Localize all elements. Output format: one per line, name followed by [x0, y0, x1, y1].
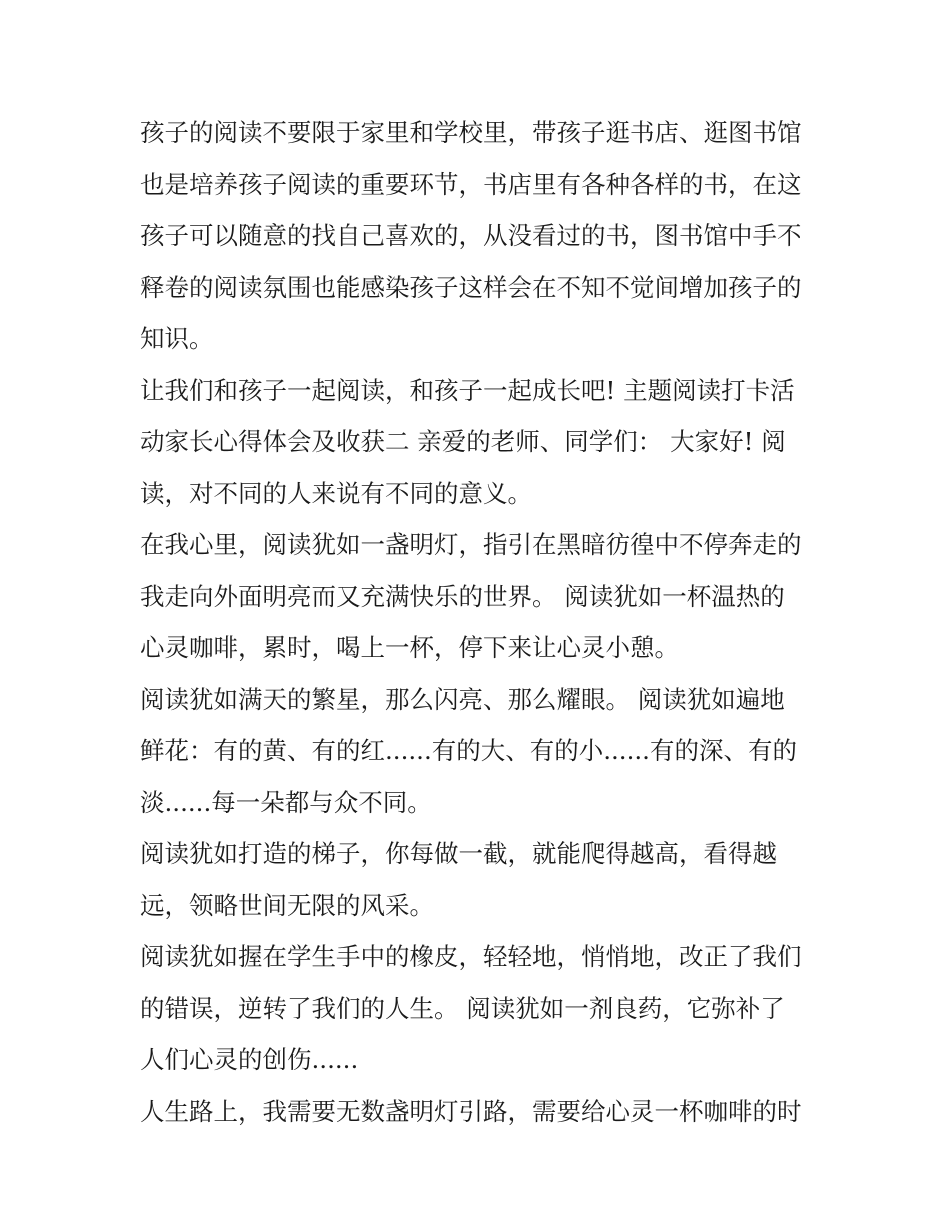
text-line: 人们心灵的创伤...... [140, 1045, 359, 1074]
text-line: 的错误，逆转了我们的人生。 阅读犹如一剂良药，它弥补了 [140, 993, 785, 1023]
text-line: 我走向外面明亮而又充满快乐的世界。 阅读犹如一杯温热的 [140, 581, 785, 611]
text-line: 也是培养孩子阅读的重要环节，书店里有各种各样的书，在这 [140, 169, 802, 199]
text-line: 知识。 [140, 324, 214, 353]
text-line: 阅读犹如握在学生手中的橡皮，轻轻地，悄悄地，改正了我们 [140, 942, 802, 971]
text-line: 阅读犹如打造的梯子，你每做一截，就能爬得越高，看得越 [140, 839, 777, 868]
text-line: 远，领略世间无限的风采。 [140, 890, 434, 920]
text-line: 淡......每一朵都与众不同。 [140, 787, 432, 817]
text-line: 鲜花：有的黄、有的红......有的大、有的小......有的深、有的 [140, 736, 797, 765]
document-body [140, 107, 815, 1137]
text-line: 心灵咖啡，累时，喝上一杯，停下来让心灵小憩。 [140, 633, 679, 662]
text-line: 读，对不同的人来说有不同的意义。 [140, 478, 532, 508]
text-line: 让我们和孩子一起阅读，和孩子一起成长吧! 主题阅读打卡活 [140, 375, 795, 405]
text-line: 孩子可以随意的找自己喜欢的，从没看过的书，图书馆中手不 [140, 221, 802, 250]
text-line: 孩子的阅读不要限于家里和学校里，带孩子逛书店、逛图书馆 [140, 118, 802, 147]
text-line: 阅读犹如满天的繁星，那么闪亮、那么耀眼。 阅读犹如遍地 [140, 684, 785, 714]
text-line: 释卷的阅读氛围也能感染孩子这样会在不知不觉间增加孩子的 [140, 272, 802, 302]
text-line: 人生路上，我需要无数盏明灯引路，需要给心灵一杯咖啡的时 [140, 1096, 802, 1126]
text-line: 动家长心得体会及收获二 亲爱的老师、同学们： 大家好! 阅 [140, 427, 786, 456]
text-line: 在我心里，阅读犹如一盏明灯，指引在黑暗彷徨中不停奔走的 [140, 530, 802, 559]
